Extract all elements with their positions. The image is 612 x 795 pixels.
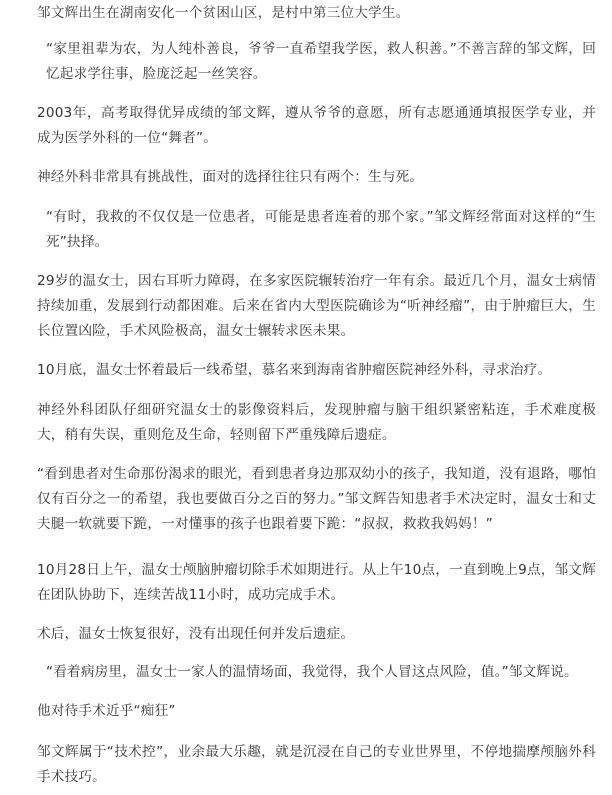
paragraph-recovery: 术后，温女士恢复很好，没有出现任何并发后遗症。	[37, 626, 355, 642]
paragraph-birthplace: 邹文辉出生在湖南安化一个贫困山区，是村中第三位大学生。	[37, 5, 410, 21]
paragraph-family-wish: “家里祖辈为农，为人纯朴善良，爷爷一直希望我学医，救人积善。”不善言辞的邹文辉，回忆起求学往事，脸庞泛起一丝笑容。	[46, 41, 596, 82]
paragraph-decision: “看到患者对生命那份渴求的眼光，看到患者身边那双幼小的孩子，我知道，没有退路，哪怕仅有百分之一的希望，我也要做百分之百的努力。”邹文辉告知患者手术决定时，温女士和丈夫腿一软就要下跪，一对懂事的孩子也跟着要下跪：“叔叔，救救我妈妈！”	[37, 466, 596, 532]
paragraph-seeking-treatment: 10月底，温女士怀着最后一线希望，慕名来到海南省肿瘤医院神经外科，寻求治疗。	[37, 362, 552, 378]
paragraph-tech-enthusiast: 邹文辉属于“技术控”，业余最大乐趣，就是沉浸在自己的专业世界里，不停地揣摩颅脑外科手术技巧。	[37, 744, 596, 785]
paragraph-quote-worth: “看着病房里，温女士一家人的温情场面，我觉得，我个人冒这点风险，值。”邹文辉说。	[46, 664, 578, 680]
paragraph-neurosurgery: 神经外科非常具有挑战性，面对的选择往往只有两个：生与死。	[37, 169, 424, 185]
paragraph-life-death: “有时，我救的不仅仅是一位患者，可能是患者连着的那个家。”邹文辉经常面对这样的“生死”抉择。	[46, 209, 596, 250]
section-subheading: 他对待手术近乎“痴狂”	[37, 703, 176, 719]
paragraph-college-exam: 2003年，高考取得优异成绩的邹文辉，遵从爷爷的意愿，所有志愿通通填报医学专业，并成为医学外科的一位“舞者”。	[37, 105, 596, 146]
paragraph-patient-history: 29岁的温女士，因右耳听力障碍，在多家医院辗转治疗一年有余。最近几个月，温女士病情持续加重，发展到行动都困难。后来在省内大型医院确诊为“听神经瘤”，由于肿瘤巨大，生长位置凶险，手术风险极高，温女士辗转求医未果。	[37, 273, 596, 339]
paragraph-surgery-day: 10月28日上午，温女士颅脑肿瘤切除手术如期进行。从上午10点，一直到晚上9点，邹文辉在团队协助下，连续苦战11小时，成功完成手术。	[37, 562, 596, 603]
paragraph-team-analysis: 神经外科团队仔细研究温女士的影像资料后，发现肿瘤与脑干组织紧密粘连，手术难度极大，稍有失误，重则危及生命，轻则留下严重残障后遗症。	[37, 402, 596, 443]
